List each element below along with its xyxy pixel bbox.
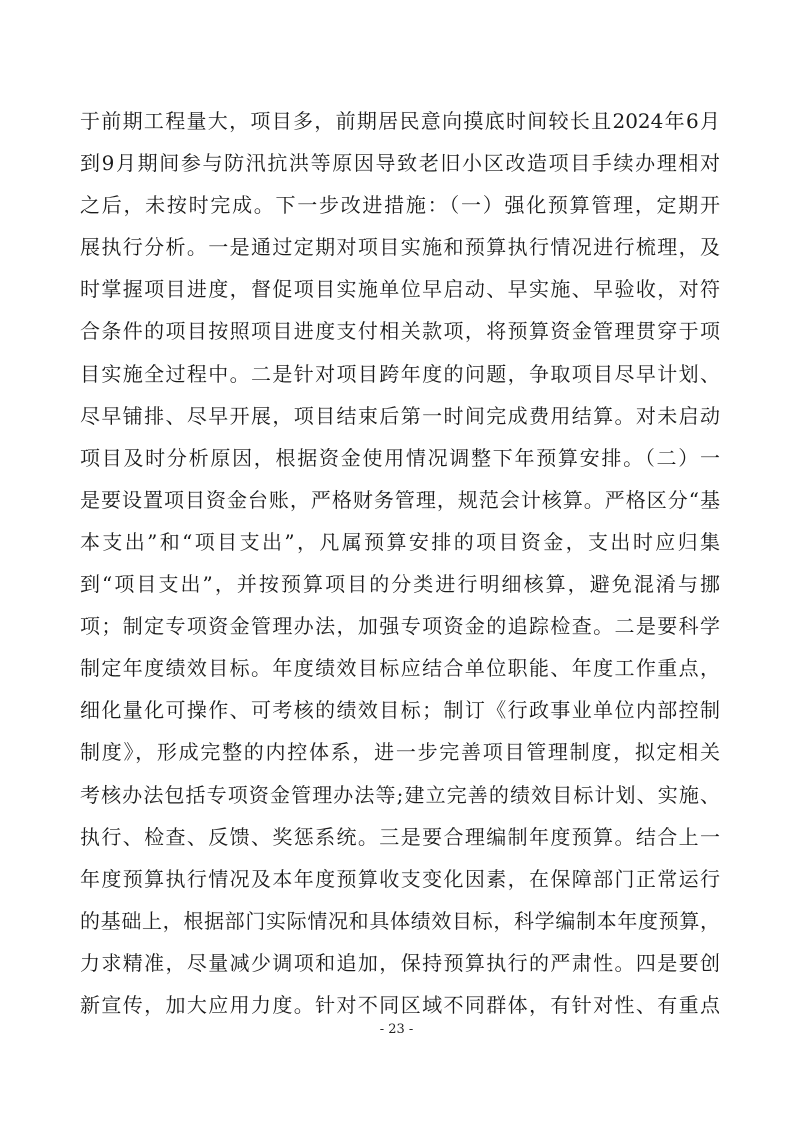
text-line-2: 到9月期间参与防汛抗洪等原因导致老旧小区改造项目手续办理相对 [80, 151, 720, 176]
text-line-4: 展执行分析。一是通过定期对项目实施和预算执行情况进行梳理，及 [80, 235, 720, 260]
text-line-10: 是要设置项目资金台账，严格财务管理，规范会计核算。严格区分“基 [80, 487, 720, 512]
text-line-17: 考核办法包括专项资金管理办法等;建立完善的绩效目标计划、实施、 [80, 782, 720, 807]
text-line-5: 时掌握项目进度，督促项目实施单位早启动、早实施、早验收，对符 [80, 277, 720, 302]
text-line-7: 目实施全过程中。二是针对项目跨年度的问题，争取项目尽早计划、 [80, 361, 720, 386]
text-line-13: 项；制定专项资金管理办法，加强专项资金的追踪检查。二是要科学 [80, 614, 720, 639]
text-line-9: 项目及时分析原因，根据资金使用情况调整下年预算安排。（二）一 [80, 445, 720, 470]
text-line-19: 年度预算执行情况及本年度预算收支变化因素，在保障部门正常运行 [80, 866, 720, 891]
body-text [80, 100, 720, 1026]
text-line-16: 制度》，形成完整的内控体系，进一步完善项目管理制度，拟定相关 [80, 740, 720, 765]
text-line-6: 合条件的项目按照项目进度支付相关款项，将预算资金管理贯穿于项 [80, 319, 720, 344]
page-number: - 23 - [379, 1022, 414, 1037]
text-line-11: 本支出”和“项目支出”，凡属预算安排的项目资金，支出时应归集 [80, 529, 720, 554]
text-line-1: 于前期工程量大，项目多，前期居民意向摸底时间较长且2024年6月 [80, 109, 720, 133]
text-line-12: 到“项目支出”，并按预算项目的分类进行明细核算，避免混淆与挪 [80, 572, 720, 597]
text-line-22: 新宣传，加大应用力度。针对不同区域不同群体，有针对性、有重点 [80, 992, 720, 1017]
text-line-14: 制定年度绩效目标。年度绩效目标应结合单位职能、年度工作重点， [80, 656, 720, 681]
text-line-20: 的基础上，根据部门实际情况和具体绩效目标，科学编制本年度预算， [80, 908, 720, 933]
text-line-3: 之后，未按时完成。下一步改进措施：（一）强化预算管理，定期开 [80, 193, 720, 218]
text-line-8: 尽早铺排、尽早开展，项目结束后第一时间完成费用结算。对未启动 [80, 403, 720, 428]
text-line-15: 细化量化可操作、可考核的绩效目标；制订《行政事业单位内部控制 [80, 698, 720, 723]
text-line-18: 执行、检查、反馈、奖惩系统。三是要合理编制年度预算。结合上一 [80, 824, 720, 849]
text-line-21: 力求精准，尽量减少调项和追加，保持预算执行的严肃性。四是要创 [80, 950, 720, 975]
